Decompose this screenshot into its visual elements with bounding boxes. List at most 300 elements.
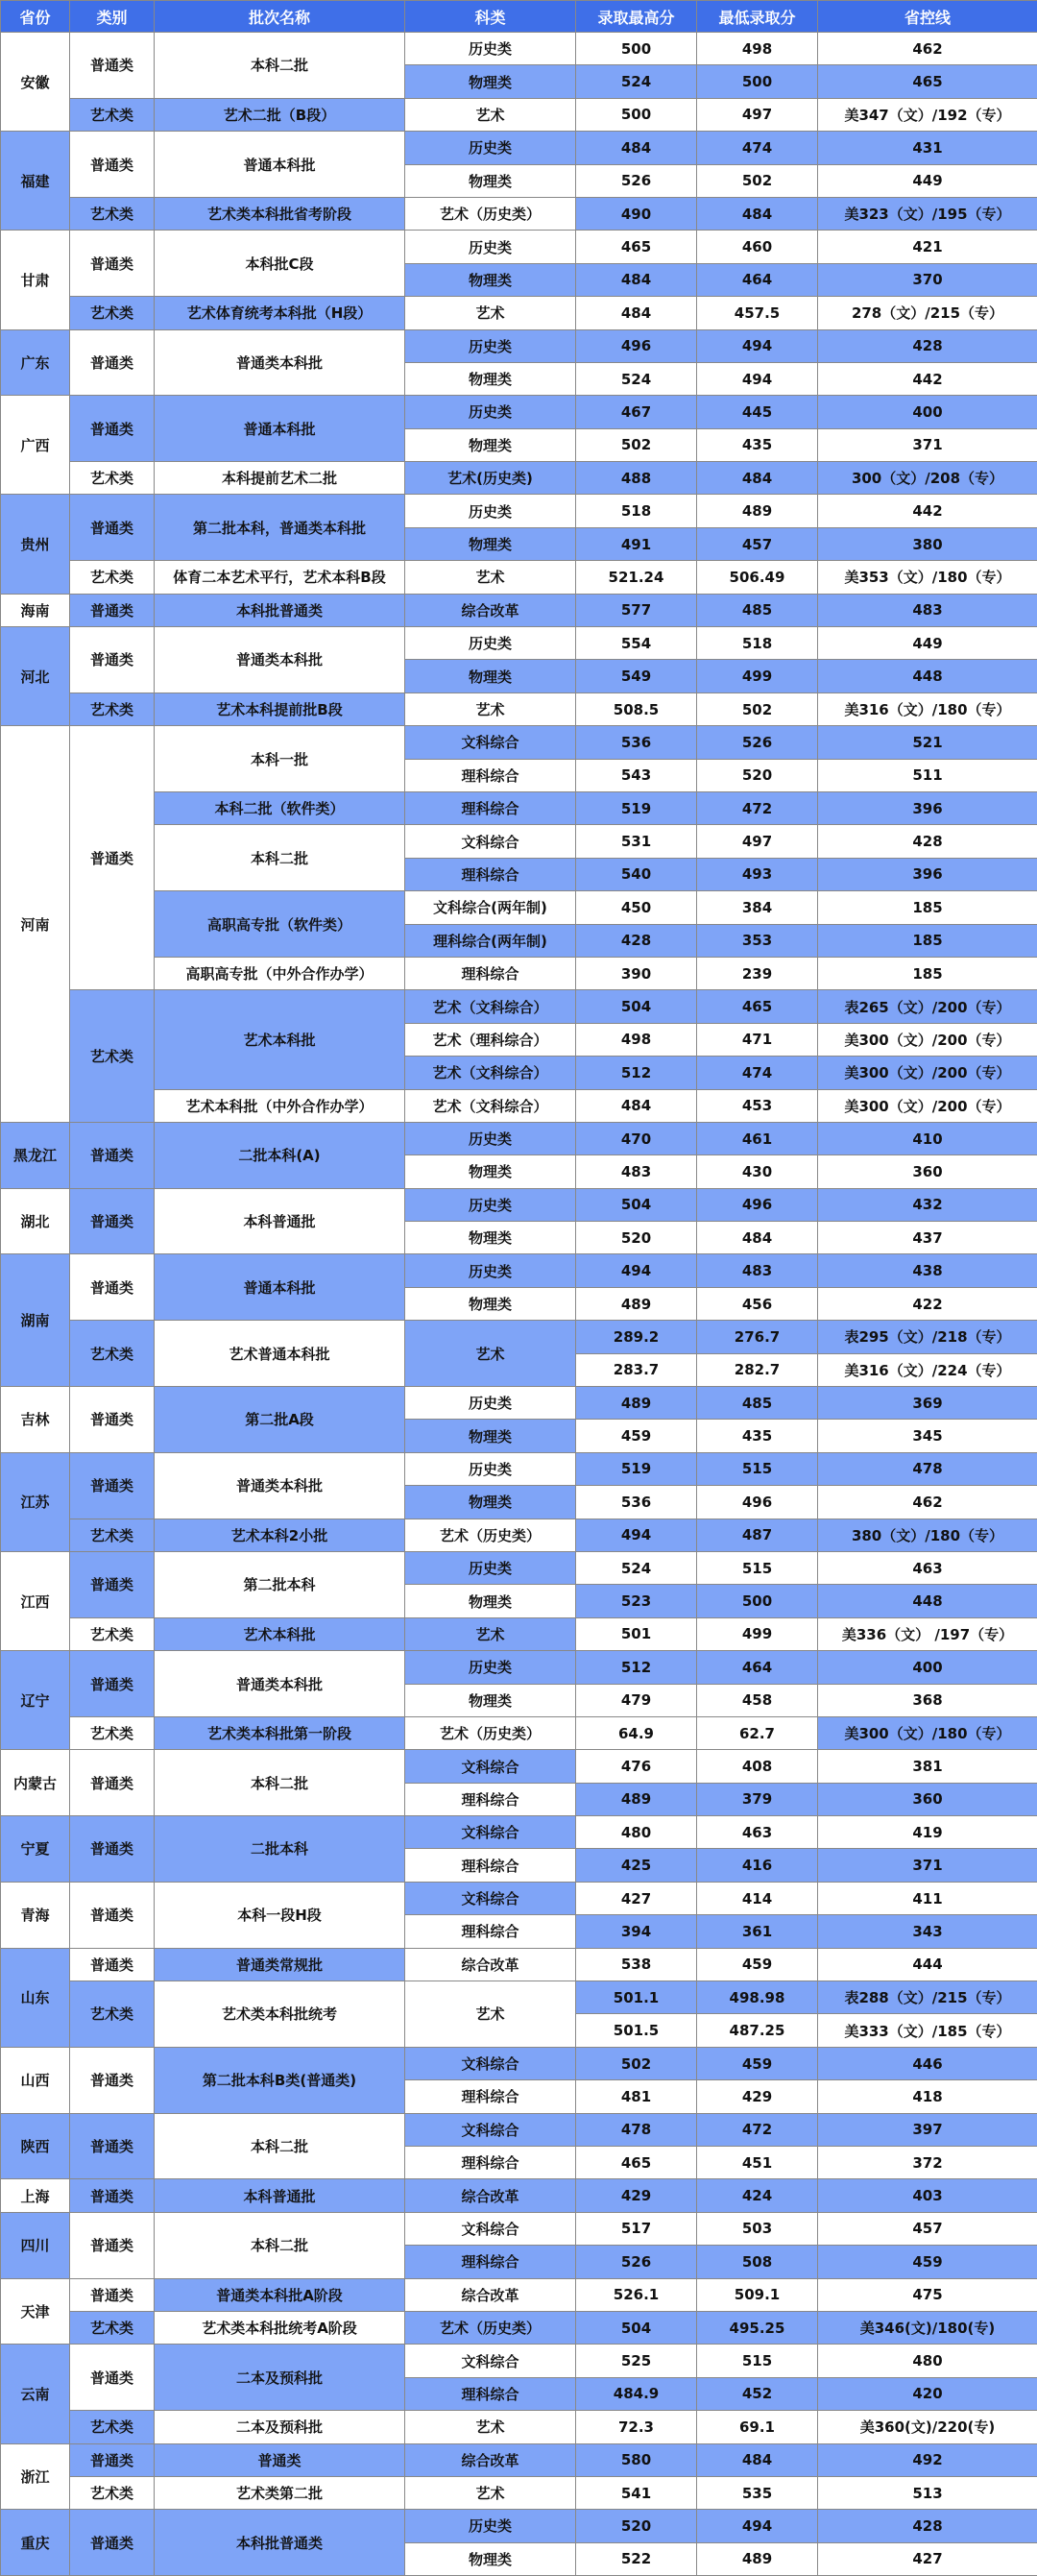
table-cell: 484 [697, 2443, 818, 2476]
table-cell: 本科批普通类 [155, 594, 405, 626]
table-cell: 艺术类 [70, 462, 155, 495]
table-cell: 400 [818, 396, 1037, 428]
table-cell: 文科综合 [405, 2345, 576, 2377]
table-cell: 艺术 [405, 297, 576, 329]
table-row [1, 132, 1037, 164]
table-cell: 483 [576, 1155, 697, 1188]
table-cell: 69.1 [697, 2411, 818, 2443]
table-cell: 185 [818, 957, 1037, 989]
table-cell: 第二批本科B类(普通类) [155, 2047, 405, 2113]
table-cell: 428 [818, 825, 1037, 858]
table-cell: 美353（文）/180（专） [818, 561, 1037, 594]
table-cell: 普通类 [70, 495, 155, 561]
table-cell: 463 [697, 1816, 818, 1849]
table-cell: 历史类 [405, 1551, 576, 1584]
table-cell: 普通类 [70, 1122, 155, 1188]
table-cell: 文科综合 [405, 825, 576, 858]
table-row [1, 1716, 1037, 1749]
table-cell: 435 [697, 428, 818, 461]
table-cell: 448 [818, 1585, 1037, 1617]
table-cell: 500 [697, 1585, 818, 1617]
table-cell: 498.98 [697, 1981, 818, 2014]
table-cell: 山西 [1, 2047, 70, 2113]
table-cell: 第二批本科 [155, 1551, 405, 1617]
table-cell: 278（文）/215（专） [818, 297, 1037, 329]
table-cell: 物理类 [405, 428, 576, 461]
table-cell: 459 [818, 2246, 1037, 2278]
table-cell: 518 [576, 495, 697, 527]
table-cell: 394 [576, 1915, 697, 1948]
table-cell: 历史类 [405, 329, 576, 362]
table-cell: 普通类 [70, 1816, 155, 1883]
table-cell: 山东 [1, 1948, 70, 2047]
table-cell: 艺术类 [70, 1716, 155, 1749]
table-cell: 艺术本科提前批B段 [155, 693, 405, 725]
table-cell: 541 [576, 2476, 697, 2509]
table-cell: 艺术本科批 [155, 1617, 405, 1650]
table-cell: 483 [697, 1254, 818, 1287]
table-row [1, 98, 1037, 131]
table-cell: 历史类 [405, 33, 576, 65]
table-row [1, 561, 1037, 594]
table-cell: 艺术 [405, 693, 576, 725]
table-cell: 442 [818, 495, 1037, 527]
table-cell: 普通类 [70, 2278, 155, 2311]
table-cell: 419 [818, 1816, 1037, 1849]
table-row [1, 693, 1037, 725]
table-cell: 465 [576, 231, 697, 263]
table-cell: 504 [576, 2311, 697, 2344]
table-cell: 普通类 [70, 2113, 155, 2179]
table-cell: 390 [576, 957, 697, 989]
table-cell: 489 [697, 495, 818, 527]
table-cell: 424 [697, 2179, 818, 2212]
table-cell: 408 [697, 1750, 818, 1783]
table-cell: 物理类 [405, 1155, 576, 1188]
table-cell: 美336（文） /197（专） [818, 1617, 1037, 1650]
table-cell: 453 [697, 1089, 818, 1122]
table-cell: 459 [697, 2047, 818, 2079]
table-cell: 425 [576, 1849, 697, 1882]
table-cell: 普通类 [70, 1254, 155, 1321]
table-cell: 462 [818, 1486, 1037, 1519]
table-cell: 518 [697, 627, 818, 660]
table-cell: 276.7 [697, 1321, 818, 1353]
table-cell: 普通类 [70, 627, 155, 693]
table-row [1, 329, 1037, 362]
table-cell: 本科普通批 [155, 2179, 405, 2212]
table-cell: 历史类 [405, 1254, 576, 1287]
header-province: 省份 [1, 1, 70, 33]
table-cell: 430 [697, 1155, 818, 1188]
table-cell: 二本及预科批 [155, 2345, 405, 2411]
table-cell: 本科二批 [155, 2212, 405, 2278]
table-cell: 普通类 [70, 231, 155, 297]
header-batch-name: 批次名称 [155, 1, 405, 33]
table-cell: 本科二批 [155, 33, 405, 99]
table-cell: 580 [576, 2443, 697, 2476]
table-row [1, 396, 1037, 428]
table-cell: 普通类本科批 [155, 1452, 405, 1519]
table-row [1, 726, 1037, 759]
table-body [1, 33, 1037, 2576]
table-cell: 普通类 [70, 1188, 155, 1254]
table-cell: 427 [576, 1882, 697, 1914]
table-cell: 本科二批 [155, 825, 405, 891]
table-row [1, 1254, 1037, 1287]
table-cell: 457 [818, 2212, 1037, 2245]
table-cell: 397 [818, 2113, 1037, 2146]
table-cell: 美347（文）/192（专） [818, 98, 1037, 131]
table-cell: 历史类 [405, 627, 576, 660]
table-cell: 甘肃 [1, 231, 70, 329]
table-row [1, 2311, 1037, 2344]
table-cell: 484 [576, 132, 697, 164]
table-cell: 526.1 [576, 2278, 697, 2311]
table-cell: 理科综合 [405, 2246, 576, 2278]
table-cell: 502 [697, 164, 818, 197]
table-cell: 462 [818, 33, 1037, 65]
table-cell: 521.24 [576, 561, 697, 594]
table-cell: 509.1 [697, 2278, 818, 2311]
table-cell: 494 [697, 329, 818, 362]
table-cell: 520 [576, 1222, 697, 1254]
table-cell: 508 [697, 2246, 818, 2278]
table-cell: 艺术类 [70, 693, 155, 725]
table-cell: 理科综合 [405, 957, 576, 989]
table-row [1, 1882, 1037, 1914]
table-cell: 449 [818, 164, 1037, 197]
table-cell: 艺术类本科批统考 [155, 1981, 405, 2048]
table-cell: 500 [697, 65, 818, 98]
table-cell: 普通类 [70, 1750, 155, 1816]
table-cell: 艺术类 [70, 2476, 155, 2509]
table-cell: 369 [818, 1387, 1037, 1420]
table-cell: 499 [697, 1617, 818, 1650]
table-cell: 446 [818, 2047, 1037, 2079]
table-cell: 艺术类 [70, 561, 155, 594]
table-cell: 本科批C段 [155, 231, 405, 297]
table-cell: 520 [697, 759, 818, 791]
table-cell: 物理类 [405, 1585, 576, 1617]
table-cell: 484 [576, 297, 697, 329]
table-cell: 519 [576, 791, 697, 824]
table-cell: 499 [697, 660, 818, 693]
table-cell: 物理类 [405, 1222, 576, 1254]
table-cell: 艺术 [405, 561, 576, 594]
table-cell: 540 [576, 858, 697, 890]
table-cell: 498 [697, 33, 818, 65]
table-cell: 理科综合 [405, 2080, 576, 2113]
table-cell: 普通类本科批 [155, 329, 405, 396]
table-cell: 天津 [1, 2278, 70, 2345]
table-cell: 辽宁 [1, 1651, 70, 1750]
table-cell: 物理类 [405, 1420, 576, 1452]
table-cell: 283.7 [576, 1353, 697, 1386]
table-cell: 535 [697, 2476, 818, 2509]
table-cell: 487.25 [697, 2014, 818, 2047]
table-cell: 485 [697, 594, 818, 626]
table-cell: 420 [818, 2377, 1037, 2410]
table-cell: 522 [576, 2542, 697, 2575]
table-cell: 物理类 [405, 362, 576, 395]
table-cell: 554 [576, 627, 697, 660]
table-cell: 403 [818, 2179, 1037, 2212]
table-cell: 520 [576, 2510, 697, 2542]
table-cell: 文科综合(两年制) [405, 891, 576, 924]
table-cell: 525 [576, 2345, 697, 2377]
table-row [1, 891, 1037, 924]
table-cell: 484 [576, 1089, 697, 1122]
table-cell: 497 [697, 98, 818, 131]
table-cell: 524 [576, 65, 697, 98]
table-cell: 上海 [1, 2179, 70, 2212]
table-cell: 艺术类 [70, 2311, 155, 2344]
table-cell: 429 [576, 2179, 697, 2212]
table-cell: 本科一批 [155, 726, 405, 792]
table-cell: 444 [818, 1948, 1037, 1981]
header-row [1, 1, 1037, 33]
table-row [1, 197, 1037, 230]
table-cell: 461 [697, 1122, 818, 1154]
table-row [1, 1948, 1037, 1981]
table-cell: 本科二批 [155, 2113, 405, 2179]
table-cell: 理科综合 [405, 791, 576, 824]
table-cell: 艺术 [405, 1617, 576, 1650]
table-cell: 普通类 [70, 132, 155, 198]
table-cell: 489 [697, 2542, 818, 2575]
table-cell: 475 [818, 2278, 1037, 2311]
table-cell: 浙江 [1, 2443, 70, 2510]
table-cell: 江苏 [1, 1452, 70, 1551]
table-cell: 黑龙江 [1, 1122, 70, 1188]
table-cell: 480 [818, 2345, 1037, 2377]
table-cell: 490 [576, 197, 697, 230]
table-cell: 345 [818, 1420, 1037, 1452]
table-cell: 历史类 [405, 231, 576, 263]
table-cell: 美300（文）/200（专） [818, 1023, 1037, 1056]
table-cell: 河南 [1, 726, 70, 1123]
table-cell: 493 [697, 858, 818, 890]
table-cell: 普通类 [70, 33, 155, 99]
table-cell: 508.5 [576, 693, 697, 725]
table-cell: 470 [576, 1122, 697, 1154]
table-cell: 文科综合 [405, 1816, 576, 1849]
table-cell: 496 [697, 1188, 818, 1221]
table-cell: 普通类 [70, 1387, 155, 1453]
table-cell: 429 [697, 2080, 818, 2113]
table-cell: 343 [818, 1915, 1037, 1948]
table-cell: 普通类 [70, 2345, 155, 2411]
table-cell: 物理类 [405, 1486, 576, 1519]
table-row [1, 1321, 1037, 1353]
table-cell: 474 [697, 132, 818, 164]
table-cell: 艺术类 [70, 1981, 155, 2048]
table-cell: 物理类 [405, 1684, 576, 1716]
table-cell: 463 [818, 1551, 1037, 1584]
table-cell: 云南 [1, 2345, 70, 2443]
table-cell: 422 [818, 1287, 1037, 1320]
table-cell: 445 [697, 396, 818, 428]
table-cell: 495.25 [697, 2311, 818, 2344]
table-cell: 艺术（历史类） [405, 2311, 576, 2344]
table-cell: 艺术类 [70, 990, 155, 1123]
table-cell: 371 [818, 1849, 1037, 1882]
table-cell: 艺术类 [70, 1321, 155, 1387]
table-cell: 427 [818, 2542, 1037, 2575]
table-cell: 综合改革 [405, 2179, 576, 2212]
table-cell: 高职高专批（中外合作办学） [155, 957, 405, 989]
table-cell: 理科综合 [405, 1915, 576, 1948]
table-cell: 448 [818, 660, 1037, 693]
table-cell: 普通类 [70, 1882, 155, 1948]
header-min-score: 最低录取分 [697, 1, 818, 33]
table-cell: 450 [576, 891, 697, 924]
table-cell: 艺术二批（B段） [155, 98, 405, 131]
table-row [1, 2510, 1037, 2542]
table-cell: 416 [697, 1849, 818, 1882]
table-cell: 480 [576, 1816, 697, 1849]
table-cell: 广东 [1, 329, 70, 396]
table-cell: 442 [818, 362, 1037, 395]
table-cell: 普通类 [70, 396, 155, 462]
table-cell: 艺术类 [70, 1617, 155, 1650]
table-cell: 483 [818, 594, 1037, 626]
table-cell: 理科综合 [405, 858, 576, 890]
table-cell: 479 [576, 1684, 697, 1716]
table-cell: 465 [697, 990, 818, 1023]
table-cell: 494 [576, 1519, 697, 1551]
table-cell: 普通类 [155, 2443, 405, 2476]
table-cell: 435 [697, 1420, 818, 1452]
table-cell: 381 [818, 1750, 1037, 1783]
table-cell: 艺术类 [70, 197, 155, 230]
table-cell: 普通类 [70, 329, 155, 396]
table-cell: 艺术 [405, 2411, 576, 2443]
table-row [1, 1387, 1037, 1420]
table-cell: 历史类 [405, 495, 576, 527]
table-cell: 491 [576, 527, 697, 560]
table-cell: 489 [576, 1287, 697, 1320]
table-cell: 表288（文）/215（专） [818, 1981, 1037, 2014]
table-cell: 474 [697, 1057, 818, 1089]
table-cell: 普通类 [70, 594, 155, 626]
table-cell: 普通本科批 [155, 396, 405, 462]
table-row [1, 1188, 1037, 1221]
table-cell: 普通类 [70, 2212, 155, 2278]
table-cell: 524 [576, 1551, 697, 1584]
table-cell: 481 [576, 2080, 697, 2113]
table-cell: 表265（文）/200（专） [818, 990, 1037, 1023]
table-cell: 艺术（历史类） [405, 1519, 576, 1551]
table-cell: 504 [576, 990, 697, 1023]
table-cell: 历史类 [405, 1387, 576, 1420]
table-cell: 451 [697, 2147, 818, 2179]
table-cell: 360 [818, 1155, 1037, 1188]
table-row [1, 1981, 1037, 2014]
table-cell: 艺术（文科综合） [405, 990, 576, 1023]
table-cell: 512 [576, 1057, 697, 1089]
table-cell: 300（文）/208（专） [818, 462, 1037, 495]
table-cell: 艺术类本科批统考A阶段 [155, 2311, 405, 2344]
table-cell: 487 [697, 1519, 818, 1551]
table-cell: 484 [697, 197, 818, 230]
table-row [1, 627, 1037, 660]
table-cell: 物理类 [405, 65, 576, 98]
table-cell: 489 [576, 1387, 697, 1420]
table-cell: 500 [576, 98, 697, 131]
table-cell: 文科综合 [405, 726, 576, 759]
table-cell: 418 [818, 2080, 1037, 2113]
table-cell: 502 [697, 693, 818, 725]
table-cell: 372 [818, 2147, 1037, 2179]
table-cell: 普通类 [70, 1651, 155, 1717]
table-cell: 文科综合 [405, 1882, 576, 1914]
table-cell: 历史类 [405, 1452, 576, 1485]
header-subject-type: 科类 [405, 1, 576, 33]
table-cell: 贵州 [1, 495, 70, 594]
table-cell: 体育二本艺术平行，艺术本科B段 [155, 561, 405, 594]
table-row [1, 1519, 1037, 1551]
table-cell: 494 [697, 362, 818, 395]
table-cell: 396 [818, 791, 1037, 824]
table-cell: 282.7 [697, 1353, 818, 1386]
table-cell: 理科综合 [405, 1849, 576, 1882]
table-cell: 普通类本科批 [155, 1651, 405, 1717]
table-cell: 543 [576, 759, 697, 791]
table-cell: 471 [697, 1023, 818, 1056]
table-cell: 综合改革 [405, 1948, 576, 1981]
table-cell: 河北 [1, 627, 70, 726]
table-cell: 美333（文）/185（专） [818, 2014, 1037, 2047]
header-category: 类别 [70, 1, 155, 33]
table-cell: 396 [818, 858, 1037, 890]
table-row [1, 297, 1037, 329]
table-cell: 465 [818, 65, 1037, 98]
table-row [1, 1452, 1037, 1485]
table-cell: 普通类 [70, 1551, 155, 1617]
table-cell: 美323（文）/195（专） [818, 197, 1037, 230]
table-cell: 526 [576, 2246, 697, 2278]
table-row [1, 1089, 1037, 1122]
table-cell: 文科综合 [405, 1750, 576, 1783]
table-row [1, 1651, 1037, 1684]
table-cell: 艺术体育统考本科批（H段） [155, 297, 405, 329]
table-cell: 本科提前艺术二批 [155, 462, 405, 495]
table-cell: 464 [697, 263, 818, 296]
table-cell: 美316（文）/224（专） [818, 1353, 1037, 1386]
table-cell: 艺术类第二批 [155, 2476, 405, 2509]
table-cell: 高职高专批（软件类） [155, 891, 405, 958]
table-cell: 普通类 [70, 2443, 155, 2476]
table-cell: 411 [818, 1882, 1037, 1914]
table-cell: 第二批本科，普通类本科批 [155, 495, 405, 561]
table-row [1, 2179, 1037, 2212]
table-cell: 文科综合 [405, 2047, 576, 2079]
table-cell: 综合改革 [405, 594, 576, 626]
table-cell: 普通本科批 [155, 132, 405, 198]
table-cell: 437 [818, 1222, 1037, 1254]
table-cell: 515 [697, 1551, 818, 1584]
table-cell: 506.49 [697, 561, 818, 594]
table-cell: 艺术类本科批第一阶段 [155, 1716, 405, 1749]
table-cell: 498 [576, 1023, 697, 1056]
table-cell: 物理类 [405, 263, 576, 296]
table-cell: 549 [576, 660, 697, 693]
table-row [1, 2113, 1037, 2146]
table-cell: 江西 [1, 1551, 70, 1650]
table-cell: 472 [697, 791, 818, 824]
